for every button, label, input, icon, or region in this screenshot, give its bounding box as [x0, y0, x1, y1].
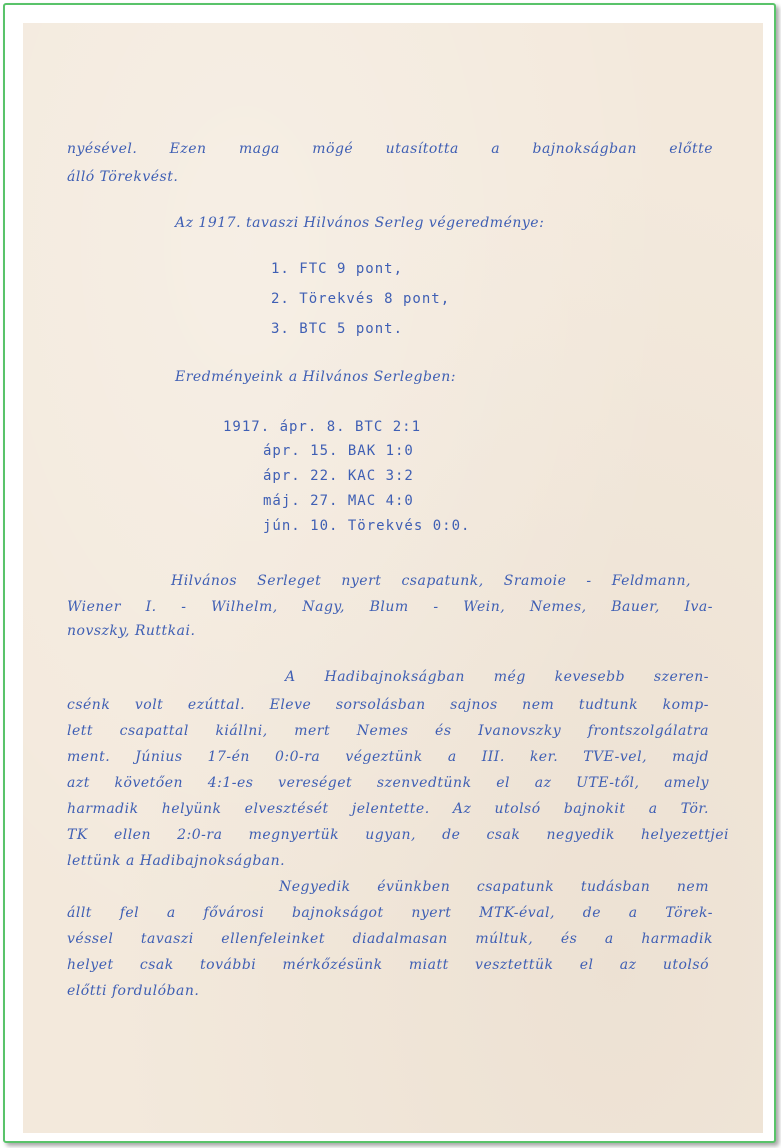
text-line: azt követően 4:1-es vereséget szenvedtünk el az UTE-től, amely — [67, 775, 709, 791]
text-line: Negyedik évünkben csapatunk tudásban nem — [279, 879, 709, 895]
text-line: helyet csak további mérkőzésünk miatt vesztettük el az utolsó — [67, 957, 709, 973]
standings-line: 2. Törekvés 8 pont, — [271, 291, 451, 307]
text-line: A Hadibajnokságban még kevesebb szeren- — [285, 669, 709, 685]
text-line: ment. Június 17-én 0:0-ra végeztünk a III. ker. TVE-vel, majd — [67, 749, 709, 765]
text-line: véssel tavaszi ellenfeleinket diadalmasan múltuk, és a harmadik — [67, 931, 713, 947]
section-heading: Az 1917. tavaszi Hilvános Serleg végeredménye: — [175, 215, 545, 231]
result-line: 1917. ápr. 8. BTC 2:1 — [223, 419, 422, 435]
standings-line: 1. FTC 9 pont, — [271, 261, 404, 277]
text-line: csénk volt ezúttal. Eleve sorsolásban sajnos nem tudtunk komp- — [67, 697, 709, 713]
standings-line: 3. BTC 5 pont. — [271, 321, 404, 337]
section-heading: Eredményeink a Hilvános Serlegben: — [175, 369, 456, 385]
text-line: álló Törekvést. — [67, 169, 179, 185]
result-line: máj. 27. MAC 4:0 — [263, 493, 414, 509]
result-line: jún. 10. Törekvés 0:0. — [263, 518, 471, 534]
text-line: előtti fordulóban. — [67, 983, 200, 999]
text-line: TK ellen 2:0-ra megnyertük ugyan, de csak negyedik helyezettjei — [67, 827, 729, 843]
text-line: harmadik helyünk elvesztését jelentette. Az utolsó bajnokit a Tör. — [67, 801, 709, 817]
text-line: Wiener I. - Wilhelm, Nagy, Blum - Wein, Nemes, Bauer, Iva- — [67, 599, 713, 615]
handwritten-page — [23, 23, 763, 1133]
text-line: lett csapattal kiállni, mert Nemes és Ivanovszky frontszolgálatra — [67, 723, 709, 739]
result-line: ápr. 22. KAC 3:2 — [263, 468, 414, 484]
image-frame — [3, 3, 776, 1143]
text-line: állt fel a fővárosi bajnokságot nyert MTK-éval, de a Törek- — [67, 905, 713, 921]
result-line: ápr. 15. BAK 1:0 — [263, 443, 414, 459]
text-line: novszky, Ruttkai. — [67, 623, 196, 639]
text-line: lettünk a Hadibajnokságban. — [67, 853, 286, 869]
text-line: Hilvános Serleget nyert csapatunk, Sramoie - Feldmann, — [171, 573, 691, 589]
text-line: nyésével. Ezen maga mögé utasította a bajnokságban előtte — [67, 141, 713, 157]
